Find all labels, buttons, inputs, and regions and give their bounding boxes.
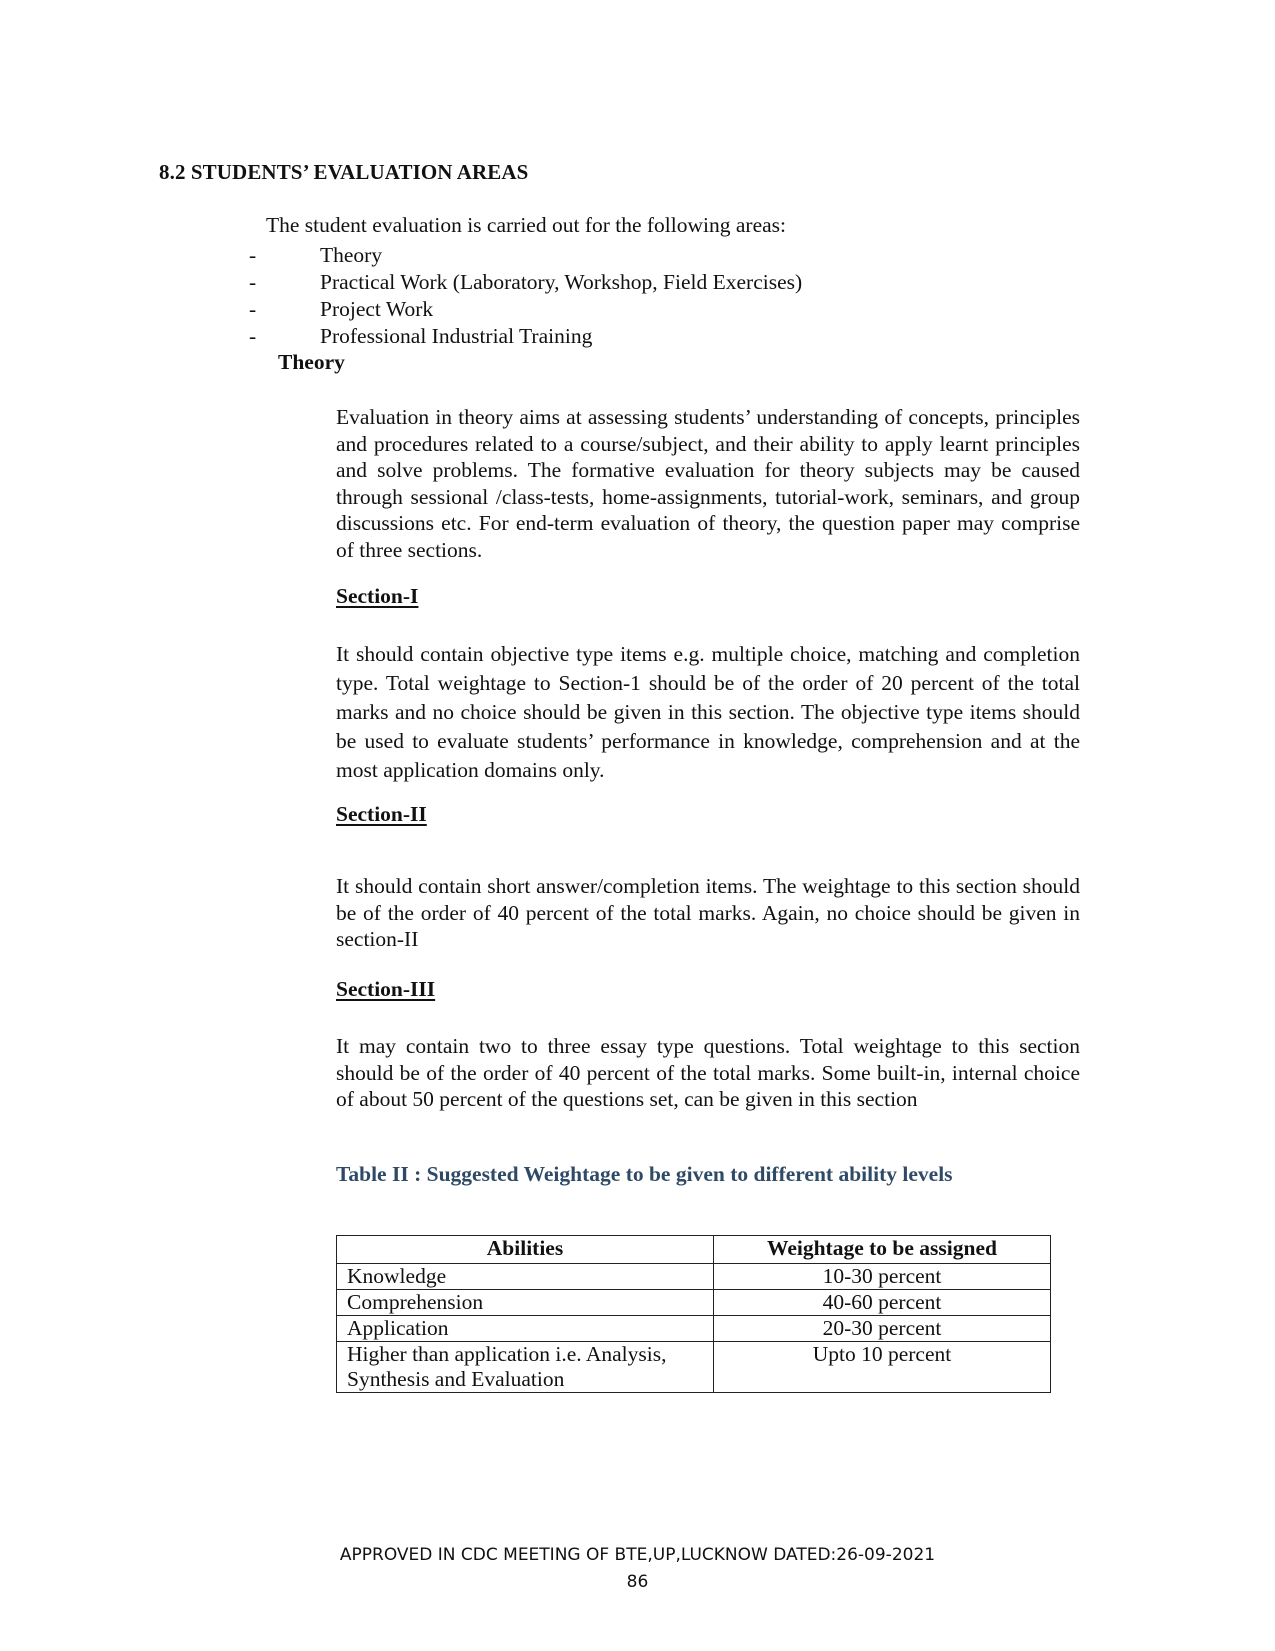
ability-cell: Knowledge bbox=[337, 1264, 714, 1290]
section-ii-text: It should contain short answer/completion items. The weightage to this section should be of the order of 40 percent of the total marks. Again, no choice should be given in section-II bbox=[336, 874, 1080, 951]
table-row bbox=[337, 1316, 1051, 1342]
list-item-label: Project Work bbox=[320, 297, 434, 321]
table-row bbox=[337, 1290, 1051, 1316]
section-i-heading: Section-I bbox=[336, 584, 419, 608]
list-item-label: Theory bbox=[320, 243, 383, 267]
list-dash: - bbox=[249, 270, 257, 294]
list-dash: - bbox=[249, 324, 257, 348]
page-number: 86 bbox=[626, 1572, 649, 1592]
weightage-table bbox=[336, 1235, 1051, 1393]
list-item-label: Professional Industrial Training bbox=[320, 324, 593, 348]
section-iii-text: It may contain two to three essay type questions. Total weightage to this section should be of the order of 40 percent of the total marks. Some built-in, internal choice of about 50 percent of the questions set, can be given in this section bbox=[336, 1034, 1080, 1111]
section-ii-heading: Section-II bbox=[336, 802, 427, 826]
list-item-label: Practical Work (Laboratory, Workshop, Field Exercises) bbox=[320, 270, 803, 294]
list-dash: - bbox=[249, 297, 257, 321]
section-i-text: It should contain objective type items e.g. multiple choice, matching and completion type. Total weightage to Section-1 should be of the order of 20 percent of the total marks and no choice should be given in this section. The objective type items should be used to evaluate students’ performance in knowledge, comprehension and at the most application domains only. bbox=[336, 642, 1080, 782]
weight-cell: 10-30 percent bbox=[714, 1264, 1051, 1290]
theory-heading: Theory bbox=[278, 350, 345, 374]
weight-cell: Upto 10 percent bbox=[714, 1342, 1051, 1393]
approval-footer: APPROVED IN CDC MEETING OF BTE,UP,LUCKNOW DATED:26-09-2021 bbox=[339, 1545, 936, 1565]
ability-cell: Higher than application i.e. Analysis, Synthesis and Evaluation bbox=[337, 1342, 714, 1393]
ability-cell: Comprehension bbox=[337, 1290, 714, 1316]
table-header-row bbox=[337, 1236, 1051, 1264]
intro-text: The student evaluation is carried out for the following areas: bbox=[266, 213, 787, 237]
section-heading: 8.2 STUDENTS’ EVALUATION AREAS bbox=[159, 160, 529, 184]
section-iii-heading: Section-III bbox=[336, 977, 436, 1001]
column-header-abilities: Abilities bbox=[337, 1236, 714, 1264]
ability-cell: Application bbox=[337, 1316, 714, 1342]
list-dash: - bbox=[249, 243, 257, 267]
weight-cell: 20-30 percent bbox=[714, 1316, 1051, 1342]
column-header-weightage: Weightage to be assigned bbox=[714, 1236, 1051, 1264]
table-row bbox=[337, 1342, 1051, 1393]
table-row bbox=[337, 1264, 1051, 1290]
weight-cell: 40-60 percent bbox=[714, 1290, 1051, 1316]
table-caption: Table II : Suggested Weightage to be given to different ability levels bbox=[336, 1162, 953, 1186]
theory-paragraph: Evaluation in theory aims at assessing students’ understanding of concepts, principles and procedures related to a course/subject, and their ability to apply learnt principles and solve problems. The formative evaluation for theory subjects may be caused through sessional /class-tests, home-assignments, tutorial-work, seminars, and group discussions etc. For end-term evaluation of theory, the question paper may comprise of three sections. bbox=[336, 405, 1080, 562]
